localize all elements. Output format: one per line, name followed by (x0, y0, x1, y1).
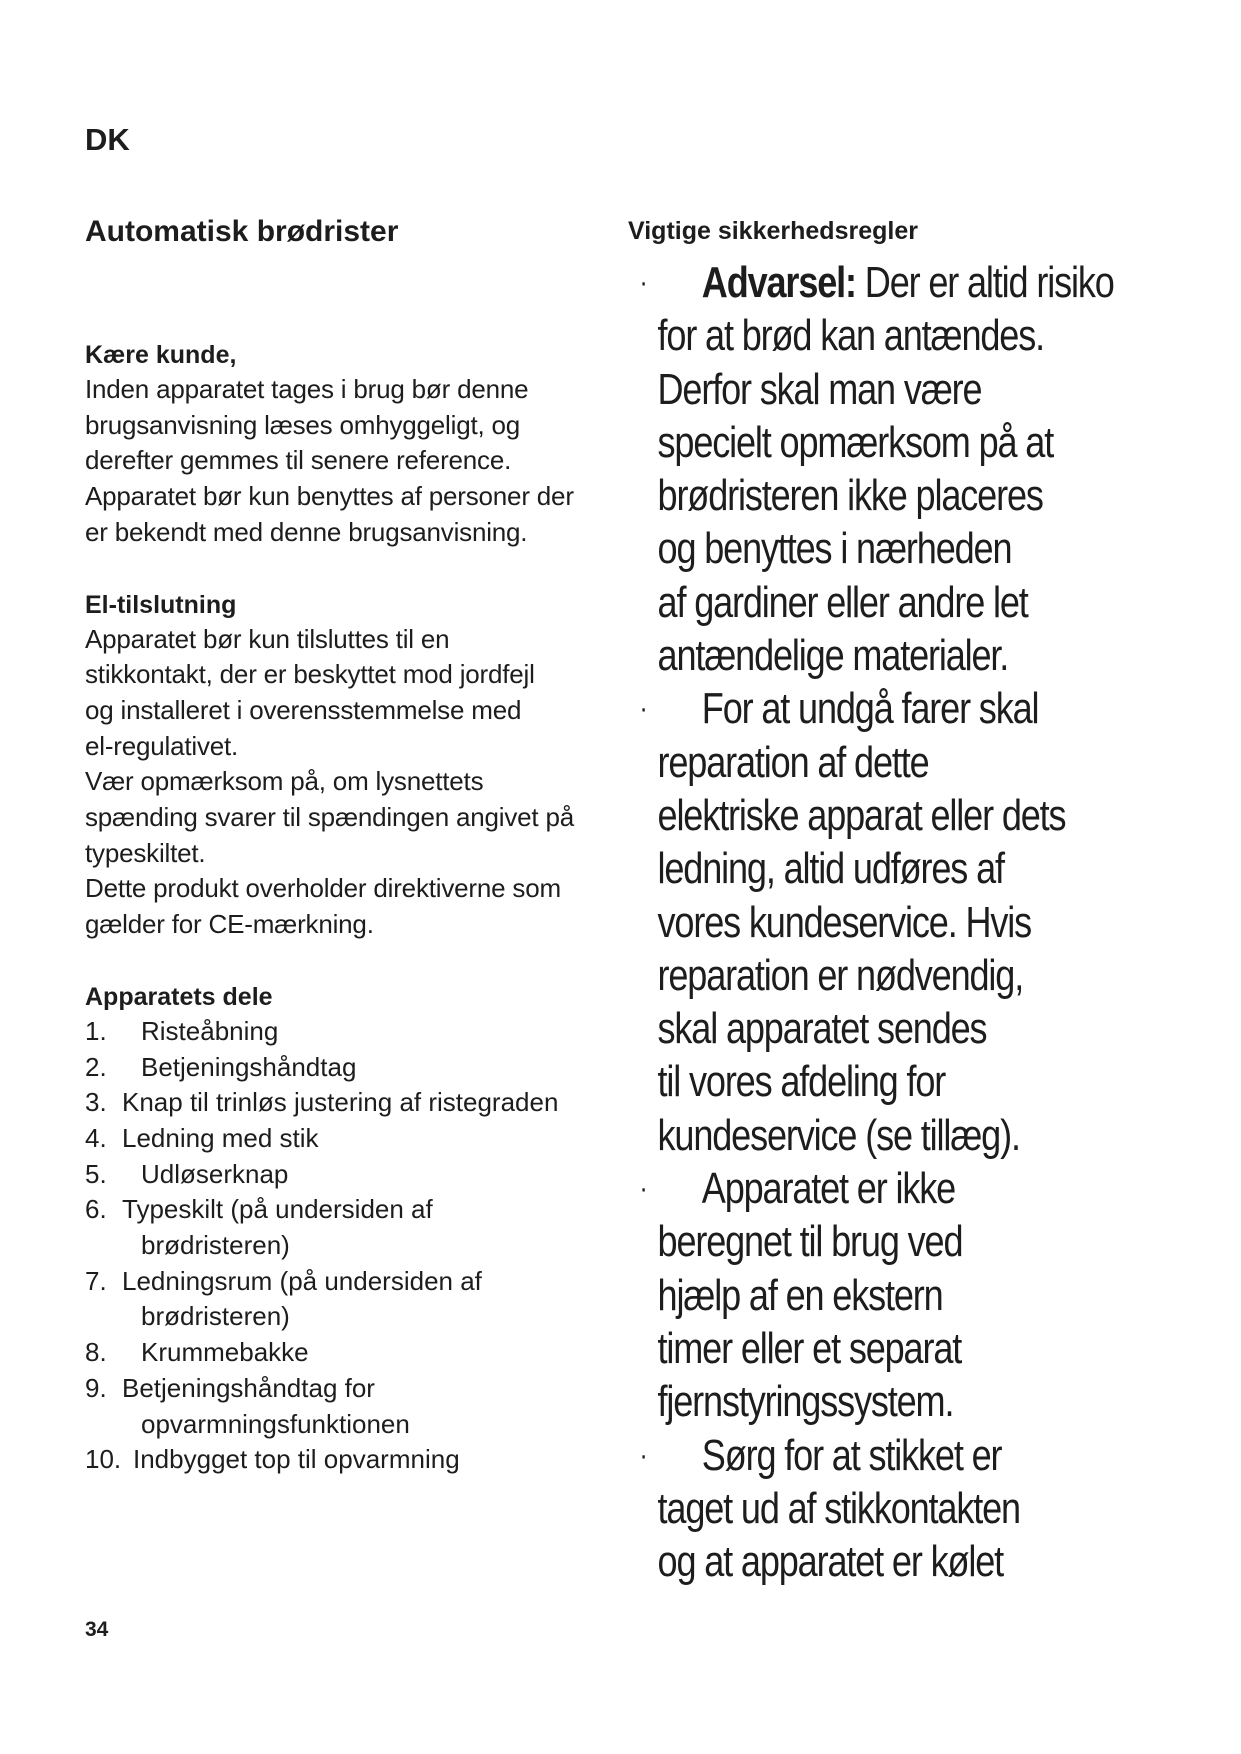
warning-text: til vores afdeling for (657, 1057, 946, 1107)
electrical-paragraph (85, 622, 645, 943)
parts-list-item (85, 1085, 645, 1121)
parts-list-item (85, 1264, 645, 1300)
part-number: 5. (85, 1158, 107, 1189)
part-label: Betjeningshåndtag (141, 1051, 357, 1082)
part-label: Knap til trinløs justering af ristegraden (122, 1087, 559, 1118)
electrical-line: Dette produkt overholder direktiverne som (85, 873, 561, 904)
warning-text: For at undgå farer skal (701, 684, 1039, 734)
warning-text: Der er altid risiko (864, 258, 1114, 307)
left-column (85, 214, 645, 1478)
intro-paragraph (85, 372, 645, 551)
right-column (628, 214, 1188, 1588)
part-number: 6. (85, 1194, 107, 1225)
parts-list-item-continuation: brødristeren) (141, 1230, 290, 1261)
warning-text: fjernstyringssystem. (657, 1377, 954, 1427)
warning-line (658, 949, 1216, 1002)
part-label: Udløserknap (141, 1158, 289, 1189)
warning-line (658, 1482, 1216, 1535)
part-number: 1. (85, 1015, 107, 1046)
part-number: 8. (85, 1337, 107, 1368)
parts-list-item (85, 1014, 645, 1050)
warning-text: reparation af dette (657, 737, 929, 787)
warning-text: Derfor skal man være (657, 364, 982, 414)
part-number: 7. (85, 1265, 107, 1296)
warning-line (658, 469, 1216, 522)
part-number: 10. (85, 1444, 122, 1475)
part-label: Krummebakke (141, 1337, 309, 1368)
electrical-line: el-regulativet. (85, 730, 239, 761)
bullet-icon: · (639, 692, 647, 726)
electrical-line: spænding svarer til spændingen angivet på (85, 802, 574, 833)
part-number: 3. (85, 1087, 107, 1118)
bullet-icon: · (639, 266, 647, 299)
warning-line (658, 896, 1216, 949)
warning-text: og benyttes i nærheden (657, 524, 1012, 574)
warning-line (658, 1162, 1216, 1215)
parts-list (85, 1014, 645, 1478)
intro-line: Inden apparatet tages i brug bør denne (85, 374, 529, 404)
electrical-line: og installeret i overensstemmelse med (85, 694, 522, 725)
warning-line (658, 1215, 1216, 1268)
parts-list-item (85, 1192, 645, 1228)
bullet-icon: · (639, 1172, 647, 1206)
language-code: DK (85, 122, 130, 157)
warning-text: beregnet til brug ved (657, 1217, 963, 1267)
warning-text: hjælp af en ekstern (657, 1270, 943, 1320)
parts-list-item-continuation: opvarmningsfunktionen (141, 1408, 410, 1439)
warning-text: timer eller et separat (657, 1323, 962, 1373)
warning-text: specielt opmærksom på at (657, 417, 1054, 467)
intro-line: er bekendt med denne brugsanvisning. (85, 516, 528, 547)
parts-list-item (85, 1335, 645, 1371)
warning-text: taget ud af stikkontakten (657, 1483, 1020, 1533)
parts-list-item (85, 1157, 645, 1193)
electrical-line: typeskiltet. (85, 837, 206, 868)
warning-text: skal apparatet sendes (657, 1004, 987, 1054)
safety-warning (628, 682, 1215, 1162)
safety-warning (628, 1429, 1215, 1589)
safety-warning (628, 256, 1215, 682)
warning-text: vores kundeservice. Hvis (657, 897, 1032, 947)
warning-text: Sørg for at stikket er (701, 1430, 1002, 1480)
part-label: Risteåbning (141, 1015, 279, 1046)
warning-text: antændelige materialer. (657, 631, 1009, 681)
warning-text: kundeservice (se tillæg). (657, 1110, 1020, 1160)
safety-warnings-list (628, 256, 1188, 1588)
warning-text: Apparatet er ikke (701, 1164, 956, 1214)
warning-line (658, 1002, 1216, 1055)
parts-list-item (85, 1121, 645, 1157)
warning-line (658, 1109, 1216, 1162)
warning-text: reparation er nødvendig, (657, 950, 1024, 1000)
warning-line (658, 1269, 1216, 1322)
parts-heading: Apparatets dele (85, 982, 273, 1011)
greeting-heading: Kære kunde, (85, 341, 237, 369)
warning-line (658, 789, 1216, 842)
part-number: 9. (85, 1372, 107, 1403)
warning-line (658, 842, 1216, 895)
part-label: Ledning med stik (122, 1122, 319, 1153)
electrical-line: gælder for CE-mærkning. (85, 909, 374, 940)
part-number: 4. (85, 1122, 107, 1153)
warning-line (658, 1322, 1216, 1375)
warning-line (658, 416, 1216, 469)
safety-heading: Vigtige sikkerhedsregler (628, 217, 918, 245)
warning-text: elektriske apparat eller dets (657, 790, 1066, 840)
electrical-heading: El-tilslutning (85, 590, 237, 619)
warning-text: og at apparatet er kølet (657, 1537, 1004, 1587)
warning-label: Advarsel: (701, 258, 856, 307)
warning-line (658, 736, 1216, 789)
warning-line (658, 522, 1216, 575)
part-label: Ledningsrum (på undersiden af (122, 1265, 482, 1296)
warning-line (658, 1429, 1216, 1482)
warning-line (658, 682, 1216, 735)
electrical-line: Vær opmærksom på, om lysnettets (85, 766, 484, 797)
warning-text: ledning, altid udføres af (657, 844, 1004, 894)
warning-line (658, 1375, 1216, 1428)
warning-line (658, 629, 1216, 682)
part-label: Indbygget top til opvarmning (133, 1444, 460, 1475)
warning-line (658, 363, 1216, 416)
electrical-line: stikkontakt, der er beskyttet mod jordfejl (85, 659, 535, 690)
parts-list-item (85, 1050, 645, 1086)
parts-list-item (85, 1371, 645, 1407)
intro-line: Apparatet bør kun benyttes af personer der (85, 481, 574, 512)
parts-list-item-continuation: brødristeren) (141, 1301, 290, 1332)
electrical-line: Apparatet bør kun tilsluttes til en (85, 623, 450, 654)
warning-text: for at brød kan antændes. (657, 311, 1044, 361)
warning-text: af gardiner eller andre let (657, 577, 1028, 627)
warning-line (658, 1535, 1216, 1588)
warning-line (658, 1055, 1216, 1108)
safety-warning (628, 1162, 1215, 1428)
part-label: Typeskilt (på undersiden af (122, 1194, 433, 1225)
bullet-icon: · (639, 1438, 647, 1472)
warning-line (658, 309, 1216, 362)
warning-line (658, 576, 1216, 629)
document-title: Automatisk brødrister (85, 215, 399, 248)
page-number: 34 (85, 1618, 109, 1641)
part-number: 2. (85, 1051, 107, 1082)
intro-line: brugsanvisning læses omhyggeligt, og (85, 409, 521, 440)
part-label: Betjeningshåndtag for (122, 1372, 375, 1403)
warning-text: brødristeren ikke placeres (657, 471, 1043, 521)
parts-list-item (85, 1442, 645, 1478)
intro-line: derefter gemmes til senere reference. (85, 445, 512, 476)
warning-line (658, 256, 1216, 309)
